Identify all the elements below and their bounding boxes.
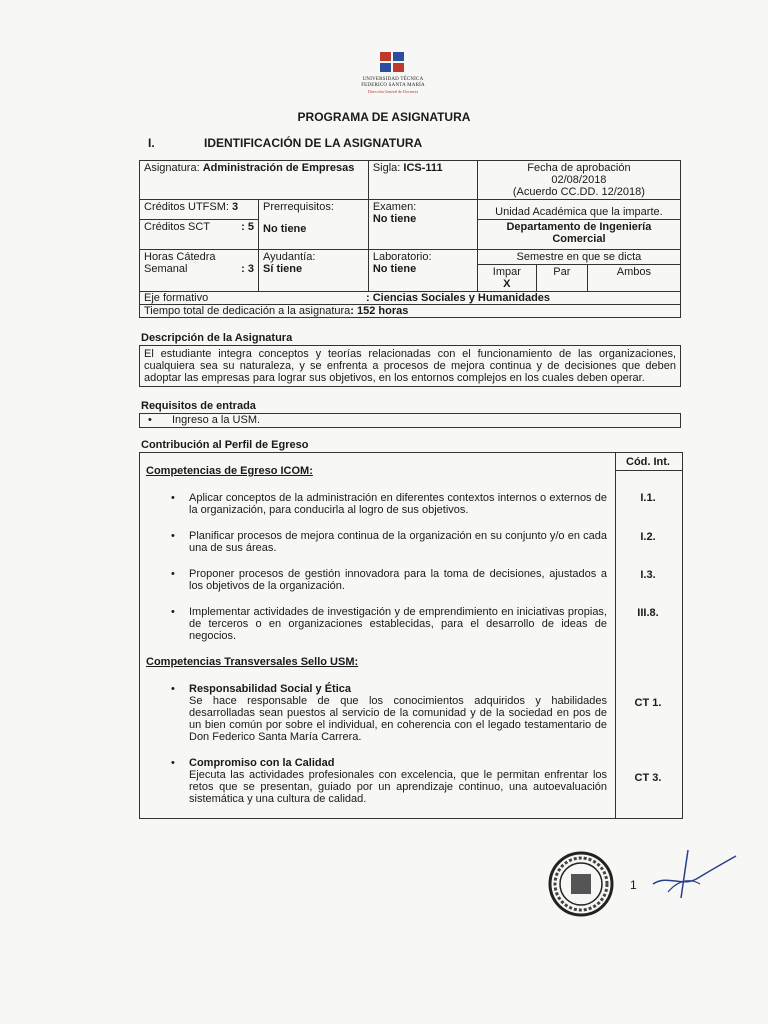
- descripcion-box: [139, 345, 681, 387]
- icom-item: [171, 492, 607, 516]
- contribucion-divider: [615, 452, 616, 818]
- usm-item-text: Ejecuta las actividades profesionales con excelencia, que le permitan enfrentar los retos que se presentan, guiado por un aprendizaje continuo, una autoevaluación sistemática y una cultura de calidad.: [189, 769, 607, 805]
- usm-item: [171, 757, 607, 805]
- descripcion-heading: Descripción de la Asignatura: [141, 332, 293, 344]
- icom-item-text: Planificar procesos de mejora continua de la organización en su conjunto y/o en cada una de sus áreas.: [189, 530, 607, 554]
- unidad-label: Unidad Académica que la imparte.: [495, 206, 663, 218]
- cell-horas-catedra: [140, 250, 259, 292]
- cell-creditos-utfsm: [140, 200, 259, 220]
- icom-item-code: I.3.: [640, 569, 656, 581]
- logo-line-2: FEDERICO SANTA MARÍA: [361, 83, 425, 88]
- section-number: I.: [148, 136, 155, 150]
- horas-catedra-label: Horas Cátedra: [144, 251, 216, 263]
- creditos-utfsm-value: 3: [232, 201, 239, 213]
- icom-item-code: I.2.: [640, 531, 656, 543]
- requisitos-heading: Requisitos de entrada: [141, 400, 256, 412]
- page-number: 1: [630, 878, 637, 892]
- impar-label: Impar: [492, 266, 521, 278]
- usm-item-text: Se hace responsable de que los conocimientos adquiridos y habilidades desarrolladas sean puestos al servicio de la comunidad y de la sociedad en pos de un bien común por sobre el individual, en coherencia con el legado testamentario de Don Federico Santa María Carrera.: [189, 695, 607, 743]
- cell-eje-formativo: [140, 292, 681, 305]
- cell-unidad-label: [477, 200, 680, 220]
- icom-item-text: Proponer procesos de gestión innovadora para la toma de decisiones, ajustados a los objetivos de la organización.: [189, 568, 607, 592]
- cell-laboratorio: [368, 250, 477, 292]
- usm-heading: Competencias Transversales Sello USM:: [146, 656, 359, 668]
- cell-impar: [477, 265, 536, 292]
- unidad-value: Departamento de Ingeniería Comercial: [506, 221, 652, 245]
- fecha-date: 02/08/2018: [551, 174, 607, 186]
- cell-fecha: [477, 161, 680, 200]
- cell-creditos-sct: [140, 220, 259, 250]
- icom-item-text: Implementar actividades de investigación y de emprendimiento en iniciativas propias, de terceros o en organizaciones establecidas, para el desarrollo de ideas de negocios.: [189, 606, 607, 642]
- icom-item: [171, 606, 607, 642]
- cell-ambos: [587, 265, 680, 292]
- section-heading: [148, 136, 422, 150]
- usm-item-title: Responsabilidad Social y Ética: [189, 683, 351, 695]
- signature-icon: [648, 848, 738, 900]
- bullet-dot: •: [171, 530, 175, 542]
- creditos-sct-label: Créditos SCT: [144, 221, 211, 233]
- impar-mark: X: [503, 278, 511, 290]
- creditos-utfsm-label: Créditos UTFSM:: [144, 201, 229, 213]
- par-label: Par: [553, 266, 571, 278]
- examen-label: Examen:: [372, 201, 417, 213]
- cell-unidad-value: [477, 220, 680, 250]
- logo-line-1: UNIVERSIDAD TÉCNICA: [362, 77, 424, 82]
- usm-item-title: Compromiso con la Calidad: [189, 757, 335, 769]
- cell-asignatura: [140, 161, 369, 200]
- sigla-value: ICS-111: [403, 162, 443, 174]
- tiempo-label: Tiempo total de dedicación a la asignatura: [144, 305, 351, 317]
- identification-table: [139, 160, 681, 318]
- sigla-label: Sigla:: [372, 162, 401, 174]
- examen-value: No tiene: [372, 213, 417, 225]
- logo-line-3: Dirección General de Docencia: [367, 89, 419, 94]
- descripcion-text: El estudiante integra conceptos y teorías relacionadas con el funcionamiento de las organizaciones, cualquiera sea su naturaleza, y se enfrenta a procesos de mejora continua y de decisiones que deben adoptar las empresas para lograr sus objetivos, en los entornos complejos en los cuales deben operar.: [144, 348, 676, 384]
- icom-item-code: I.1.: [640, 492, 656, 504]
- section-label: IDENTIFICACIÓN DE LA ASIGNATURA: [204, 136, 423, 150]
- icom-item: [171, 530, 607, 554]
- tiempo-value: : 152 horas: [350, 305, 409, 317]
- creditos-sct-value: : 5: [241, 221, 254, 233]
- cell-semestre: [477, 250, 680, 265]
- bullet-dot: •: [171, 757, 175, 769]
- prerrequisitos-label: Prerrequisitos:: [263, 201, 334, 213]
- requisitos-bullet: •: [148, 414, 152, 426]
- horas-semanal-label: Semanal: [144, 263, 188, 275]
- cell-par: [536, 265, 587, 292]
- bullet-dot: •: [171, 606, 175, 618]
- cod-int-header: Cód. Int.: [626, 456, 670, 468]
- asignatura-label: Asignatura:: [144, 162, 200, 174]
- laboratorio-label: Laboratorio:: [372, 251, 432, 263]
- cell-examen: [368, 200, 477, 250]
- asignatura-value: Administración de Empresas: [202, 162, 355, 174]
- cell-prerrequisitos: [259, 200, 369, 250]
- document-title: PROGRAMA DE ASIGNATURA: [297, 110, 471, 124]
- cell-ayudantia: [259, 250, 369, 292]
- university-logo: [358, 52, 428, 94]
- usm-item-code: CT 3.: [634, 772, 662, 784]
- ambos-label: Ambos: [616, 266, 652, 278]
- icom-item-text: Aplicar conceptos de la administración en diferentes contextos internos o externos de la organización, para conducirla al logro de sus objetivos.: [189, 492, 607, 516]
- ayudantia-value: Sí tiene: [263, 263, 303, 275]
- semestre-label: Semestre en que se dicta: [516, 251, 642, 263]
- prerrequisitos-value: No tiene: [263, 223, 307, 235]
- university-shield-icon: [380, 52, 406, 74]
- ayudantia-label: Ayudantía:: [263, 251, 316, 263]
- icom-item: [171, 568, 607, 592]
- bullet-dot: •: [171, 683, 175, 695]
- eje-value: : Ciencias Sociales y Humanidades: [366, 292, 551, 304]
- bullet-dot: •: [171, 492, 175, 504]
- contribucion-heading: Contribución al Perfil de Egreso: [141, 439, 309, 451]
- requisitos-box: [139, 413, 681, 428]
- icom-heading: Competencias de Egreso ICOM:: [146, 465, 313, 477]
- cod-header-rule: [615, 470, 682, 471]
- usm-item: [171, 683, 607, 743]
- cell-sigla: [368, 161, 477, 200]
- bullet-dot: •: [171, 568, 175, 580]
- laboratorio-value: No tiene: [372, 263, 417, 275]
- usm-item-code: CT 1.: [634, 697, 662, 709]
- icom-item-code: III.8.: [637, 607, 659, 619]
- fecha-label: Fecha de aprobación: [527, 162, 631, 174]
- horas-value: : 3: [241, 263, 254, 275]
- cell-tiempo-total: [140, 305, 681, 318]
- eje-label: Eje formativo: [144, 292, 209, 304]
- fecha-acuerdo: (Acuerdo CC.DD. 12/2018): [512, 186, 645, 198]
- requisitos-item: Ingreso a la USM.: [172, 414, 261, 426]
- official-stamp-icon: [547, 850, 615, 918]
